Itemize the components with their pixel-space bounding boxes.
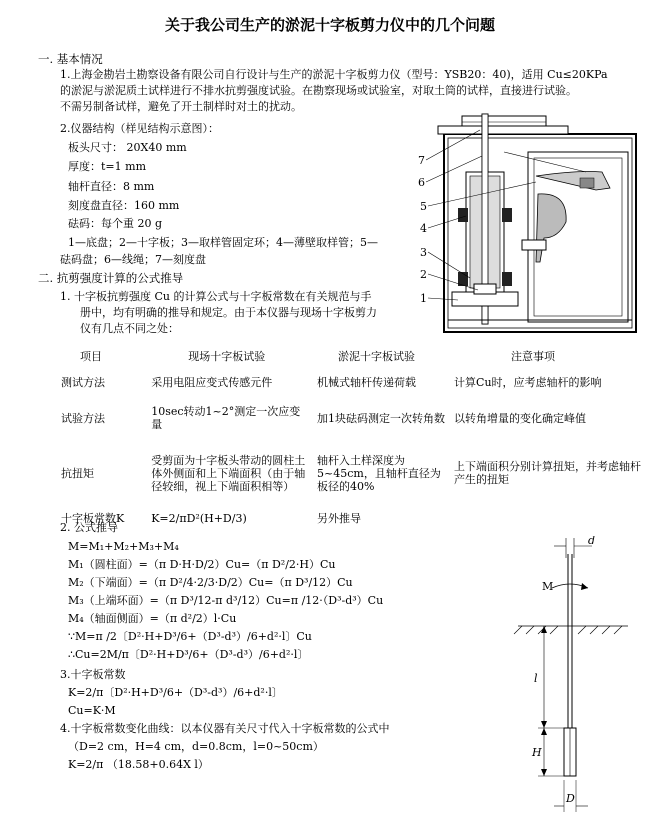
figure1-label-1: 1	[420, 292, 427, 305]
table-header-row	[58, 345, 650, 367]
figure1-label-7: 7	[418, 154, 425, 167]
document-title: 关于我公司生产的淤泥十字板剪力仪中的几个问题	[164, 16, 495, 34]
table-cell: 加1块砝码测定一次转角数	[317, 411, 446, 425]
figure1-label-4: 4	[420, 222, 427, 235]
comparison-table	[58, 345, 650, 529]
spec-weights: 砝码：每个重 20 g	[68, 217, 163, 230]
figure1-label-6: 6	[418, 176, 425, 189]
table-cell: 测试方法	[61, 375, 105, 389]
s1-paragraph-line-3: 不需另制备试样，避免了开土制样时对土的扰动。	[60, 100, 302, 113]
table-cell: 采用电阻应变式传感元件	[151, 375, 273, 389]
table-cell: 机械式轴杆传递荷载	[317, 375, 417, 389]
table-cell: 十字板常数K	[61, 511, 125, 525]
formula-line: ∵M=π /2〔D²·H+D³/6+（D³-d³）/6+d²·l〕Cu	[68, 630, 312, 643]
figure2-label-d: d	[588, 536, 596, 547]
table-header-cell: 淤泥十字板试验	[338, 349, 416, 363]
table-cell: 试验方法	[61, 411, 105, 425]
table-cell: 另外推导	[317, 511, 362, 525]
figure2-label-H: H	[532, 746, 542, 759]
s1-paragraph-line-2: 的淤泥与淤泥质土试样进行不排水抗剪强度试验。在勘察现场或试验室，对取土筒的试样，直接进行试验。	[60, 84, 577, 97]
table-header-cell: 注意事项	[511, 349, 556, 363]
table-cell: K=2/πD²(H+D/3)	[151, 511, 247, 525]
spec-head-size: 板头尺寸： 20X40 mm	[68, 141, 187, 154]
vane-dimension-sketch	[508, 536, 642, 820]
formula-line: K=2/π （18.58+0.64X l）	[68, 758, 209, 771]
figure2-label-D: D	[566, 792, 575, 805]
formula-line: K=2/π〔D²·H+D³/6+（D³-d³）/6+d²·l〕	[68, 686, 283, 699]
table-row	[58, 397, 650, 439]
table-cell: 轴杆入土样深度为 5~45cm，且轴杆直径为板径的40%	[317, 453, 441, 493]
formula-line: （D=2 cm，H=4 cm，d=0.8cm，l=0~50cm）	[68, 740, 324, 753]
formula-line: M₃（上端环面）=（π D³/12-π d³/12）Cu=π /12·（D³-d³）Cu	[68, 594, 384, 607]
section-2-heading: 二. 抗剪强度计算的公式推导	[38, 271, 184, 285]
table-row	[58, 367, 650, 397]
s2-paragraph-line-2: 册中，均有明确的推导和规定。由于本仪器与现场十字板剪力	[80, 306, 377, 319]
table-cell: 计算Cu时，应考虑轴杆的影响	[454, 375, 602, 389]
formula-line: M₄（轴面侧面）=（π d²/2）l·Cu	[68, 612, 237, 625]
table-row	[58, 439, 650, 507]
section-1-heading: 一. 基本情况	[38, 52, 103, 66]
formula-line: ∴Cu=2M/π〔D²·H+D³/6+（D³-d³）/6+d²·l〕	[68, 648, 309, 661]
parts-legend-line-2: 砝码盘；6—线绳；7—刻度盘	[60, 253, 206, 266]
structure-heading: 2.仪器结构（样见结构示意图）：	[60, 122, 219, 135]
table-cell: 10sec转动1~2°测定一次应变量	[151, 405, 301, 431]
figure2-label-M: M	[542, 580, 554, 593]
table-cell: 抗扭矩	[61, 466, 94, 480]
constant-heading: 3.十字板常数	[60, 668, 126, 681]
spec-dial-diameter: 刻度盘直径：160 mm	[68, 199, 180, 212]
figure2-label-l: l	[534, 672, 538, 685]
table-cell: 以转角增量的变化确定峰值	[454, 411, 587, 425]
table-header-cell: 项目	[80, 349, 102, 363]
spec-shaft-diameter: 轴杆直径：8 mm	[68, 180, 155, 193]
s2-paragraph-line-1: 1. 十字板抗剪强度 Cu 的计算公式与十字板常数在有关规范与手	[60, 290, 372, 303]
figure1-label-5: 5	[420, 200, 427, 213]
table-header-cell: 现场十字板试验	[188, 349, 266, 363]
figure1-label-3: 3	[420, 246, 427, 259]
table-row	[58, 507, 650, 529]
formula-line: Cu=K·M	[68, 704, 116, 717]
figure1-label-2: 2	[420, 268, 427, 281]
table-cell: 受剪面为十字板头带动的圆柱土体外侧面和上下端面积（由于轴径较细，视上下端面积相等）	[151, 453, 306, 493]
formula-heading: 2. 公式推导	[60, 521, 118, 534]
s2-paragraph-line-3: 仪有几点不同之处：	[80, 322, 179, 335]
curve-heading: 4.十字板常数变化曲线：以本仪器有关尺寸代入十字板常数的公式中	[60, 722, 390, 735]
spec-thickness: 厚度：t=1 mm	[68, 160, 146, 173]
formula-line: M₂（下端面）=（π D²/4·2/3·D/2）Cu=（π D³/12）Cu	[68, 576, 353, 589]
table-cell: 上下端面积分别计算扭矩，并考虑轴杆产生的扭矩	[454, 460, 642, 486]
instrument-structure-diagram	[418, 112, 640, 340]
table-cell	[451, 507, 650, 529]
formula-line: M₁（圆柱面）=（π D·H·D/2）Cu=（π D²/2·H）Cu	[68, 558, 336, 571]
parts-legend-line-1: 1—底盘；2—十字板；3—取样管固定环；4—薄壁取样管；5—	[68, 236, 378, 249]
s1-paragraph-line-1: 1.上海金勘岩土勘察设备有限公司自行设计与生产的淤泥十字板剪力仪（型号：YSB20：40)，适用 Cu≤20KPa	[60, 68, 608, 81]
formula-line: M=M₁+M₂+M₃+M₄	[68, 540, 179, 553]
